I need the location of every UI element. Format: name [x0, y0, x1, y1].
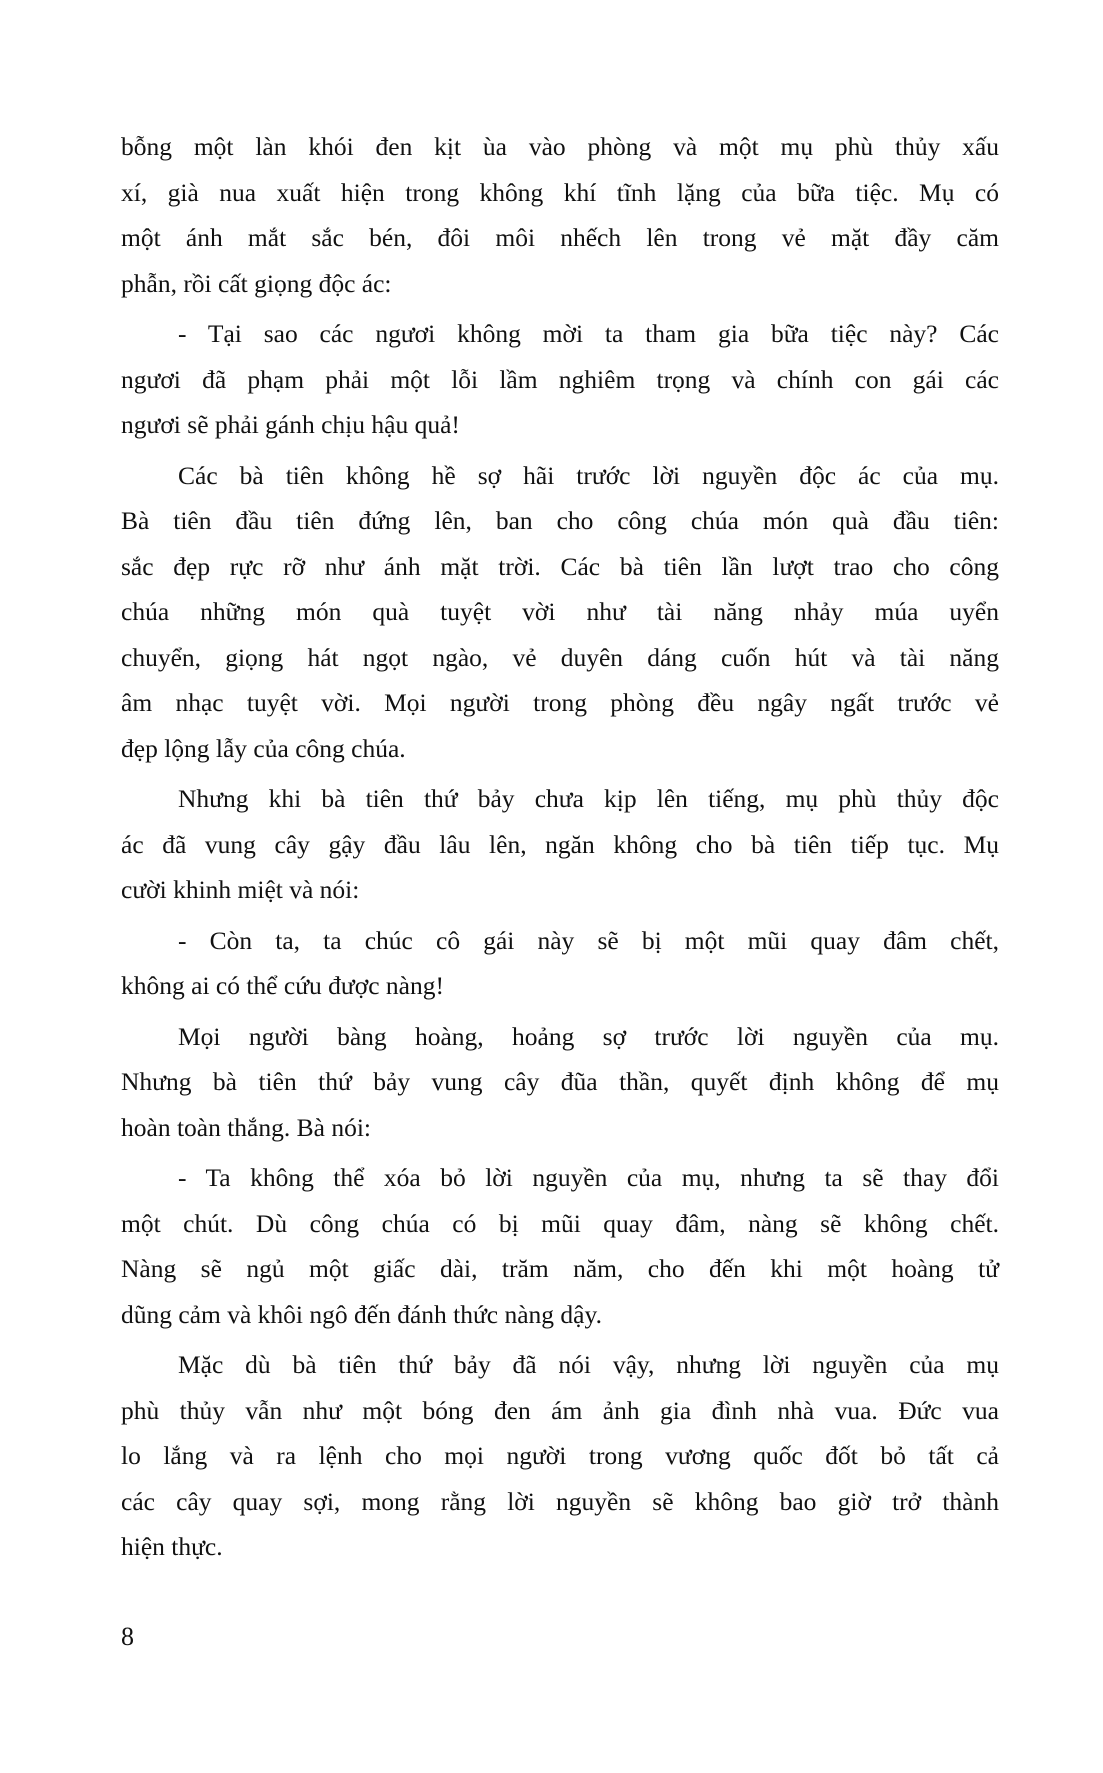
text-line: - Ta không thể xóa bỏ lời nguyền của mụ, nhưng ta sẽ thay đổi — [178, 1163, 999, 1192]
text-line: cười khinh miệt và nói: — [121, 875, 360, 904]
text-line: không ai có thể cứu được nàng! — [121, 971, 444, 1000]
text-line: Mặc dù bà tiên thứ bảy đã nói vậy, nhưng lời nguyền của mụ — [178, 1350, 999, 1379]
text-line: Nhưng khi bà tiên thứ bảy chưa kịp lên tiếng, mụ phù thủy độc — [178, 784, 999, 813]
text-line: dũng cảm và khôi ngô đến đánh thức nàng dậy. — [121, 1299, 602, 1329]
text-line: chúa những món quà tuyệt vời như tài năng nhảy múa uyển — [121, 597, 999, 626]
text-line: đẹp lộng lẫy của công chúa. — [121, 733, 406, 763]
text-line: - Tại sao các ngươi không mời ta tham gia bữa tiệc này? Các — [178, 319, 999, 348]
paragraph — [121, 311, 999, 448]
text-line: một chút. Dù công chúa có bị mũi quay đâm, nàng sẽ không chết. — [121, 1208, 999, 1238]
page-number: 8 — [121, 1622, 134, 1651]
paragraph — [121, 1155, 999, 1337]
paragraph — [121, 453, 999, 772]
text-line: sắc đẹp rực rỡ như ánh mặt trời. Các bà tiên lần lượt trao cho công — [121, 551, 999, 581]
text-line: phẫn, rồi cất giọng độc ác: — [121, 268, 392, 298]
text-line: Nhưng bà tiên thứ bảy vung cây đũa thần, quyết định không để mụ — [121, 1067, 999, 1096]
text-line: hoàn toàn thắng. Bà nói: — [121, 1112, 371, 1142]
text-line: âm nhạc tuyệt vời. Mọi người trong phòng đều ngây ngất trước vẻ — [121, 688, 999, 717]
text-line: các cây quay sợi, mong rằng lời nguyền sẽ không bao giờ trở thành — [121, 1486, 999, 1516]
text-line: Mọi người bàng hoàng, hoảng sợ trước lời nguyền của mụ. — [178, 1021, 999, 1051]
text-line: Các bà tiên không hề sợ hãi trước lời nguyền độc ác của mụ. — [178, 460, 999, 490]
text-line: chuyển, giọng hát ngọt ngào, vẻ duyên dáng cuốn hút và tài năng — [121, 642, 999, 672]
text-line: bỗng một làn khói đen kịt ùa vào phòng và một mụ phù thủy xấu — [121, 132, 999, 161]
text-line: xí, già nua xuất hiện trong không khí tĩnh lặng của bữa tiệc. Mụ có — [121, 177, 999, 207]
text-line: ngươi đã phạm phải một lỗi lầm nghiêm trọng và chính con gái các — [121, 364, 999, 394]
text-line: hiện thực. — [121, 1532, 223, 1561]
text-line: Nàng sẽ ngủ một giấc dài, trăm năm, cho đến khi một hoàng tử — [121, 1254, 999, 1283]
text-line: - Còn ta, ta chúc cô gái này sẽ bị một mũi quay đâm chết, — [178, 925, 999, 955]
text-line: ngươi sẽ phải gánh chịu hậu quả! — [121, 410, 460, 439]
text-line: phù thủy vẫn như một bóng đen ám ảnh gia đình nhà vua. Đức vua — [121, 1395, 999, 1425]
text-line: Bà tiên đầu tiên đứng lên, ban cho công chúa món quà đầu tiên: — [121, 506, 999, 535]
body-text — [121, 124, 999, 1575]
paragraph — [121, 124, 999, 306]
text-line: lo lắng và ra lệnh cho mọi người trong vương quốc đốt bỏ tất cả — [121, 1441, 999, 1470]
paragraph — [121, 1342, 999, 1570]
paragraph — [121, 776, 999, 913]
text-line: ác đã vung cây gậy đầu lâu lên, ngăn không cho bà tiên tiếp tục. Mụ — [121, 829, 999, 859]
text-line: một ánh mắt sắc bén, đôi môi nhếch lên trong vẻ mặt đầy căm — [121, 223, 999, 252]
paragraph — [121, 918, 999, 1009]
paragraph — [121, 1014, 999, 1151]
